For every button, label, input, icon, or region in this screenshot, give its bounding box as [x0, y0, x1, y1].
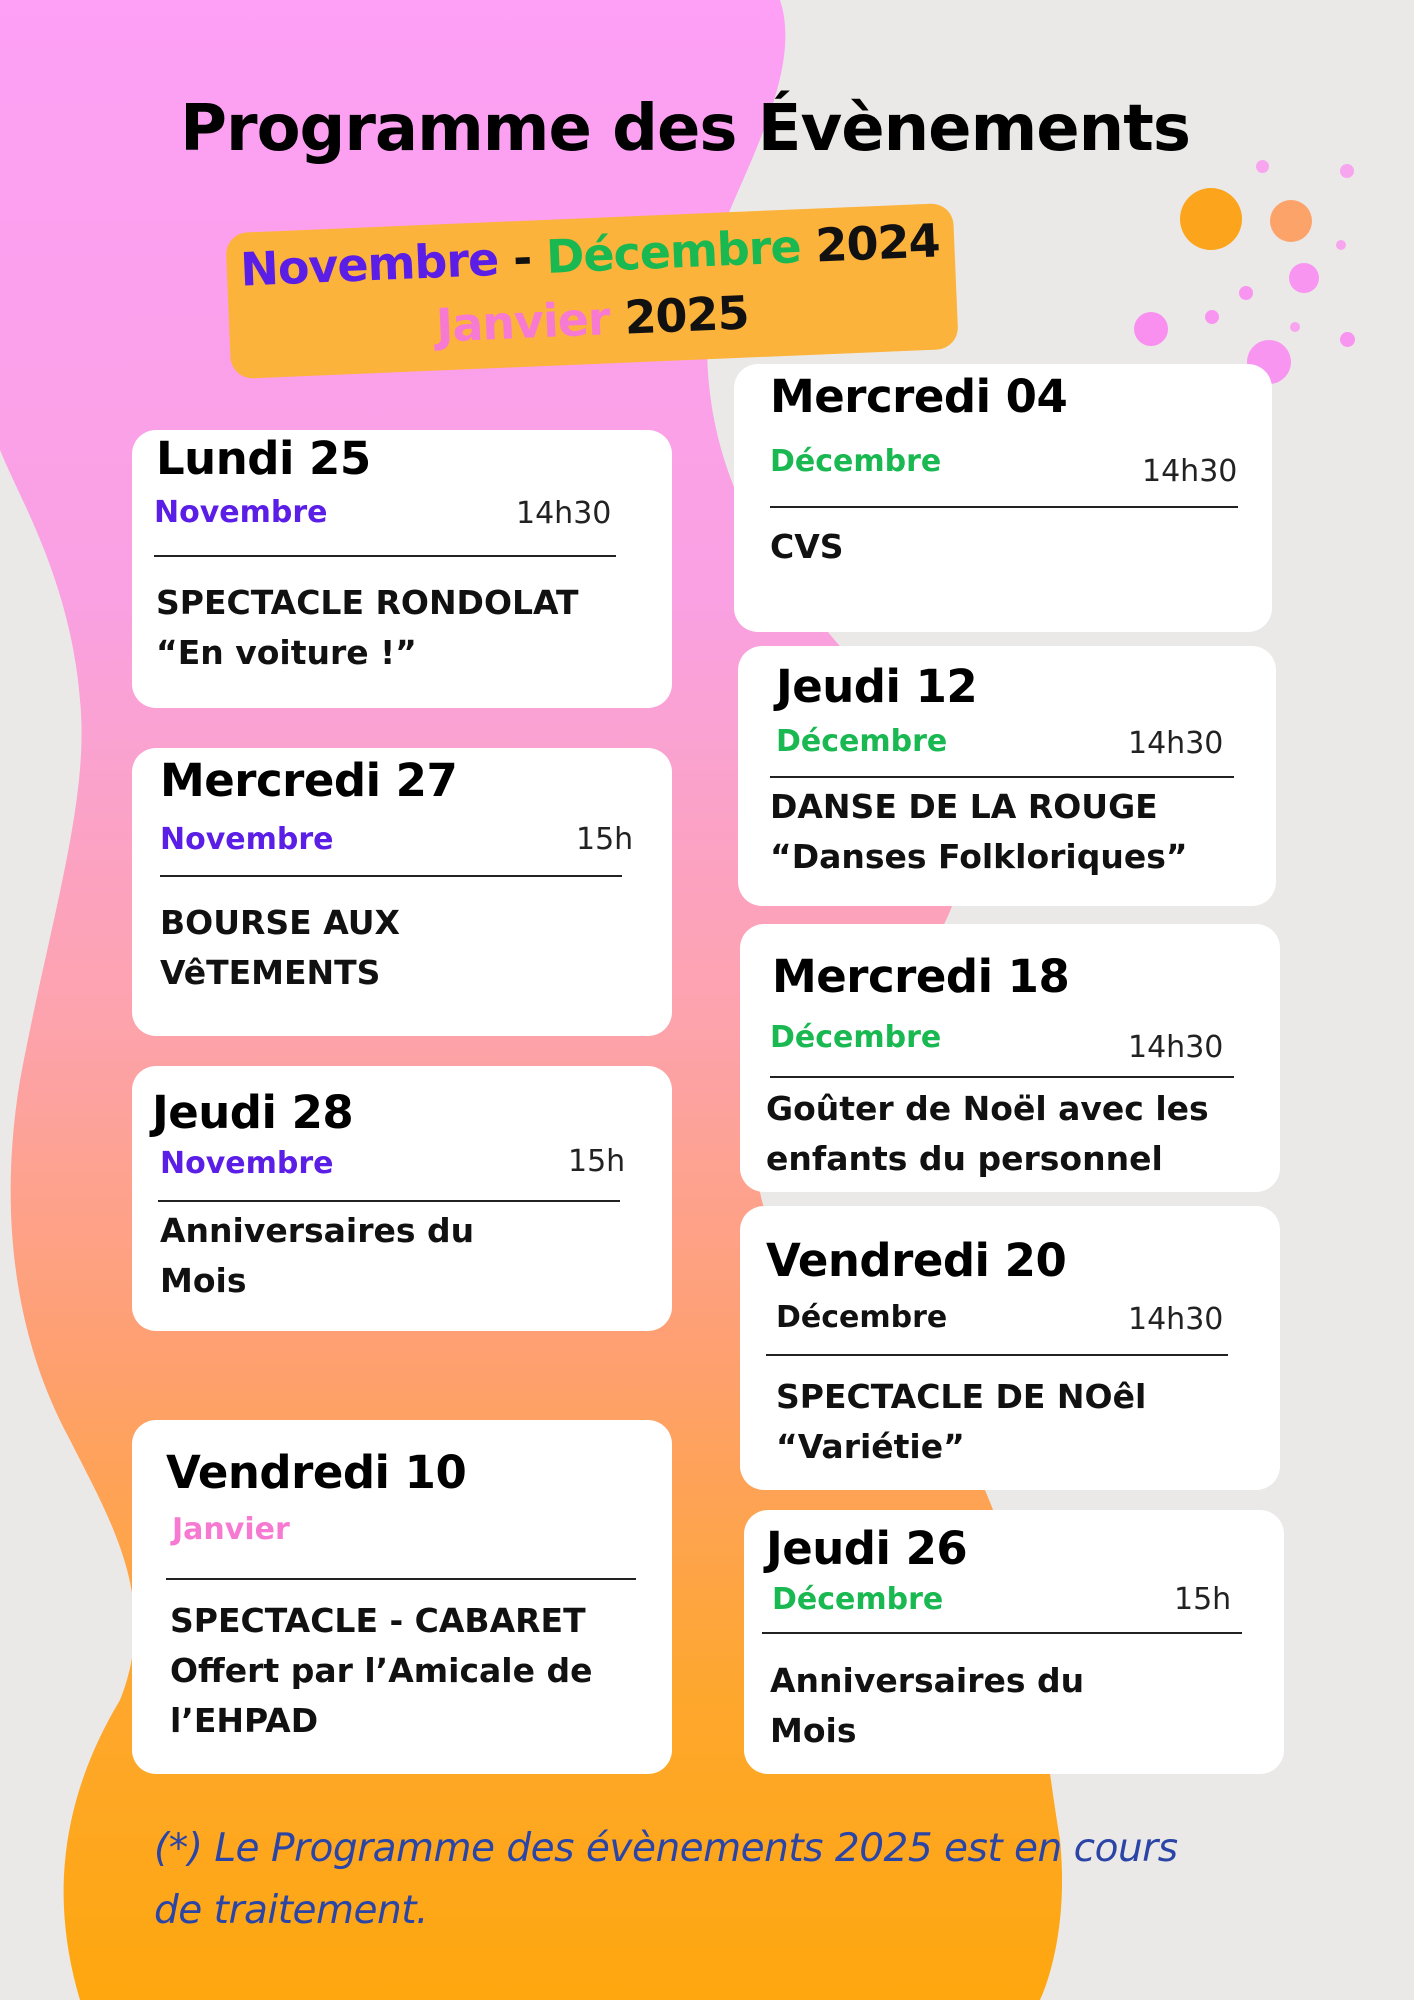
event-month: Décembre: [770, 1020, 942, 1055]
event-line: SPECTACLE - CABARET: [170, 1601, 586, 1640]
event-card-vendredi-20: [740, 1206, 1280, 1490]
event-day: Jeudi 12: [776, 660, 978, 713]
event-card-jeudi-28: [132, 1066, 672, 1331]
event-description: [156, 578, 579, 678]
divider: [770, 1076, 1234, 1078]
event-card-mercredi-18: [740, 924, 1280, 1192]
footnote: (*) Le Programme des évènements 2025 est en cours de traitement.: [154, 1826, 1178, 1933]
event-day: Vendredi 10: [166, 1446, 467, 1499]
event-description: [160, 1206, 474, 1306]
event-line: “Variétie”: [776, 1427, 965, 1466]
subtitle-month-decembre: Décembre: [545, 219, 802, 284]
event-line: Mois: [770, 1711, 857, 1750]
event-line: “En voiture !”: [156, 633, 417, 672]
event-line: BOURSE AUX: [160, 903, 400, 942]
subtitle-month-janvier: Janvier: [435, 291, 611, 353]
event-time: 15h: [576, 822, 634, 857]
event-day: Jeudi 26: [766, 1522, 968, 1575]
bubble-dot: [1256, 160, 1269, 173]
event-month: Décembre: [770, 444, 942, 479]
event-line: Anniversaires du: [160, 1211, 475, 1250]
event-line: SPECTACLE RONDOLAT: [156, 583, 579, 622]
event-description: [776, 1372, 1146, 1472]
event-time: 14h30: [516, 496, 612, 531]
divider: [766, 1354, 1228, 1356]
divider: [154, 555, 616, 557]
event-line: enfants du personnel: [766, 1139, 1163, 1178]
event-month: Décembre: [776, 1300, 948, 1335]
event-day: Lundi 25: [156, 432, 371, 485]
event-description: [170, 1596, 592, 1746]
event-description: [766, 1084, 1209, 1184]
event-description: [770, 1656, 1084, 1756]
bubble-dot: [1340, 332, 1355, 347]
event-month: Novembre: [160, 822, 334, 857]
divider: [770, 776, 1234, 778]
event-time: 14h30: [1128, 1030, 1224, 1065]
subtitle-year-2024: 2024: [799, 213, 941, 274]
bubble-dot: [1289, 263, 1319, 293]
divider: [160, 875, 622, 877]
event-day: Mercredi 18: [772, 950, 1070, 1003]
event-time: 14h30: [1142, 454, 1238, 489]
event-time: 14h30: [1128, 1302, 1224, 1337]
event-day: Mercredi 27: [160, 754, 458, 807]
event-month: Décembre: [772, 1582, 944, 1617]
event-line: Goûter de Noël avec les: [766, 1089, 1209, 1128]
page-title: Programme des Évènements: [180, 92, 1190, 166]
event-line: VêTEMENTS: [160, 953, 381, 992]
event-description: [770, 522, 844, 572]
bubble-dot: [1290, 322, 1300, 332]
divider: [158, 1200, 620, 1202]
event-line: “Danses Folkloriques”: [770, 837, 1188, 876]
event-card-jeudi-12: [738, 646, 1276, 906]
subtitle-month-novembre: Novembre: [239, 231, 500, 297]
event-day: Mercredi 04: [770, 370, 1068, 423]
event-time: 15h: [1174, 1582, 1232, 1617]
divider: [770, 506, 1238, 508]
event-line: l’EHPAD: [170, 1701, 319, 1740]
event-month: Janvier: [172, 1512, 290, 1547]
bubble-dot: [1180, 188, 1242, 250]
divider: [166, 1578, 636, 1580]
bubble-dot: [1239, 286, 1253, 300]
event-time: 15h: [568, 1144, 626, 1179]
event-line: Anniversaires du: [770, 1661, 1085, 1700]
bubble-dot: [1134, 312, 1168, 346]
event-line: SPECTACLE DE NOêl: [776, 1377, 1147, 1416]
event-description: [770, 782, 1188, 882]
event-card-jeudi-26: [744, 1510, 1284, 1774]
event-day: Jeudi 28: [152, 1086, 354, 1139]
event-month: Décembre: [776, 724, 948, 759]
bubble-dot: [1336, 240, 1346, 250]
event-line: DANSE DE LA ROUGE: [770, 787, 1158, 826]
event-description: [160, 898, 400, 998]
event-card-mercredi-27: [132, 748, 672, 1036]
bubble-dot: [1340, 164, 1354, 178]
bubble-dot: [1270, 200, 1312, 242]
divider: [762, 1632, 1242, 1634]
event-line: CVS: [770, 527, 844, 566]
event-card-vendredi-10: [132, 1420, 672, 1774]
event-time: 14h30: [1128, 726, 1224, 761]
event-card-lundi-25: [132, 430, 672, 708]
event-line: Mois: [160, 1261, 247, 1300]
subtitle-dash: -: [496, 229, 548, 286]
event-month: Novembre: [160, 1146, 334, 1181]
event-day: Vendredi 20: [766, 1234, 1067, 1287]
bubble-dot: [1205, 310, 1219, 324]
event-month: Novembre: [154, 495, 328, 530]
event-line: Offert par l’Amicale de: [170, 1651, 593, 1690]
event-card-mercredi-04: [734, 364, 1272, 632]
subtitle-year-2025: 2025: [608, 285, 750, 346]
